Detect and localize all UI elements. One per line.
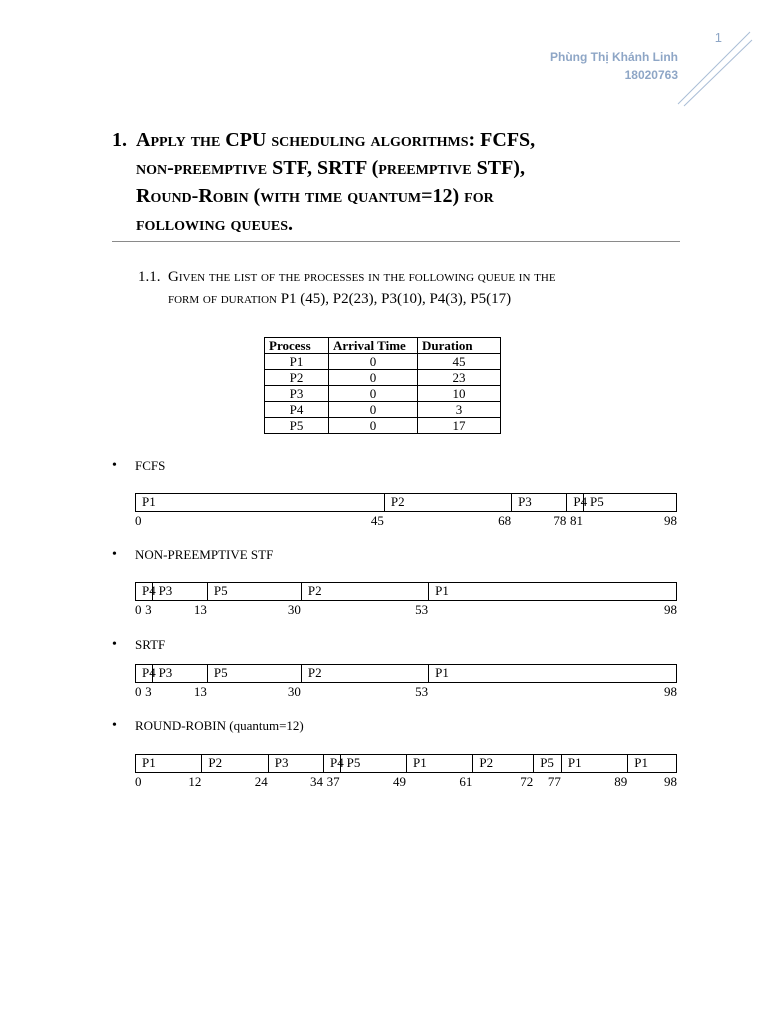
gantt-block-p2: P2	[202, 755, 268, 772]
gantt-block-p4: P4	[324, 755, 341, 772]
gantt-block-p5: P5	[589, 494, 604, 509]
process-table	[264, 337, 501, 434]
gantt-tick-label: 24	[254, 774, 268, 789]
gantt-tick-label: 98	[664, 513, 677, 528]
gantt-tick-label: 3	[145, 602, 152, 617]
gantt-block-p3: P3	[269, 755, 324, 772]
heading-number: 1.	[112, 129, 127, 151]
gantt-tick-label: 3	[145, 684, 152, 699]
gantt-tick-label: 72	[520, 774, 534, 789]
gantt-tick-label: 0	[135, 513, 142, 528]
gantt-tick-label: 45	[370, 513, 384, 528]
table-cell: P4	[265, 402, 329, 418]
column-header: Process	[265, 338, 329, 354]
page-number: 1	[714, 30, 722, 45]
heading-line: following queues.	[136, 213, 294, 235]
gantt-tick-label: 61	[459, 774, 473, 789]
gantt-ticks	[135, 602, 677, 618]
gantt-tick-label: 12	[188, 774, 202, 789]
gantt-tick-label: 34	[310, 774, 324, 789]
gantt-block-p1: P1	[407, 755, 473, 772]
gantt-chart	[135, 493, 677, 512]
gantt-tick-label: 0	[135, 602, 142, 617]
gantt-block-p3: P3	[153, 583, 208, 600]
schedule-label: SRTF	[135, 637, 166, 652]
table-cell: P3	[265, 386, 329, 402]
gantt-tick-label: 49	[393, 774, 406, 789]
table-cell: 3	[418, 402, 501, 418]
gantt-block-p4: P4	[136, 665, 153, 682]
heading-line: Apply the CPU scheduling algorithms: FCFS,	[136, 129, 536, 151]
table-header-row	[265, 338, 501, 354]
gantt-block-p1: P1	[634, 755, 648, 770]
gantt-block-p2: P2	[473, 755, 534, 772]
subheading-line: form of duration P1 (45), P2(23), P3(10), P4(3), P5(17)	[168, 291, 512, 307]
gantt-tick-label: 30	[287, 684, 301, 699]
gantt-block-p1: P1	[562, 755, 628, 772]
bullet: •	[112, 547, 117, 562]
bullet: •	[112, 637, 117, 652]
gantt-block-p5: P5	[534, 755, 562, 772]
gantt-tick-label: 98	[664, 602, 677, 617]
schedule-label: NON-PREEMPTIVE STF	[135, 547, 274, 562]
gantt-tick-label: 53	[415, 684, 429, 699]
schedule-label: ROUND-ROBIN (quantum=12)	[135, 718, 304, 733]
gantt-block-p4: P4	[136, 583, 153, 600]
table-cell: P5	[265, 418, 329, 434]
gantt-block-p3: P3	[153, 665, 208, 682]
gantt-tick-label: 81	[569, 513, 583, 528]
gantt-block-p2: P2	[302, 583, 429, 600]
gantt-tick-label: 53	[415, 602, 429, 617]
gantt-block-p1: P1	[136, 494, 385, 511]
gantt-block-p4: P4	[567, 494, 584, 511]
table-cell: P1	[265, 354, 329, 370]
table-cell: 0	[329, 418, 418, 434]
gantt-tick-label: 77	[547, 774, 561, 789]
gantt-tick-label: 13	[193, 602, 207, 617]
gantt-ticks	[135, 513, 677, 529]
table-row	[265, 418, 501, 434]
gantt-tick-label: 78	[553, 513, 567, 528]
heading-line: non-preemptive STF, SRTF (preemptive STF),	[136, 157, 525, 179]
table-cell: 0	[329, 370, 418, 386]
table-cell: 10	[418, 386, 501, 402]
subheading-line: Given the list of the processes in the following queue in the	[168, 269, 556, 285]
table-row	[265, 402, 501, 418]
gantt-tick-label: 30	[287, 602, 301, 617]
gantt-tick-label: 0	[135, 774, 142, 789]
gantt-chart	[135, 582, 677, 601]
gantt-block-p5: P5	[208, 583, 302, 600]
table-cell: 0	[329, 354, 418, 370]
table-cell: P2	[265, 370, 329, 386]
gantt-tick-label: 37	[326, 774, 340, 789]
gantt-tick-label: 68	[498, 513, 512, 528]
table-cell: 0	[329, 402, 418, 418]
author-block	[550, 48, 678, 84]
gantt-ticks	[135, 774, 677, 790]
column-header: Arrival Time	[329, 338, 418, 354]
section-heading	[112, 126, 672, 238]
table-row	[265, 354, 501, 370]
bullet: •	[112, 458, 117, 473]
heading-line: Round-Robin (with time quantum=12) for	[136, 185, 494, 207]
gantt-block-p1: P1	[435, 665, 449, 680]
student-id: 18020763	[624, 68, 678, 82]
schedule-label: FCFS	[135, 458, 166, 473]
gantt-tick-label: 89	[614, 774, 628, 789]
table-cell: 23	[418, 370, 501, 386]
table-cell: 45	[418, 354, 501, 370]
gantt-tick-label: 13	[193, 684, 207, 699]
gantt-block-p1: P1	[435, 583, 449, 598]
corner-decoration	[672, 30, 754, 108]
author-name: Phùng Thị Khánh Linh	[550, 50, 678, 64]
gantt-ticks	[135, 684, 677, 700]
gantt-block-p2: P2	[385, 494, 512, 511]
gantt-tick-label: 98	[664, 774, 677, 789]
gantt-block-p1: P1	[136, 755, 202, 772]
gantt-chart	[135, 754, 677, 773]
gantt-block-p5: P5	[208, 665, 302, 682]
table-row	[265, 370, 501, 386]
column-header: Duration	[418, 338, 501, 354]
gantt-tick-label: 98	[664, 684, 677, 699]
subsection-heading	[138, 266, 678, 310]
subheading-number: 1.1.	[138, 269, 161, 285]
gantt-block-p2: P2	[302, 665, 429, 682]
bullet: •	[112, 718, 117, 733]
heading-rule	[112, 241, 680, 242]
gantt-block-p5: P5	[341, 755, 407, 772]
table-row	[265, 386, 501, 402]
gantt-tick-label: 0	[135, 684, 142, 699]
table-cell: 0	[329, 386, 418, 402]
gantt-chart	[135, 664, 677, 683]
table-cell: 17	[418, 418, 501, 434]
gantt-block-p3: P3	[512, 494, 567, 511]
